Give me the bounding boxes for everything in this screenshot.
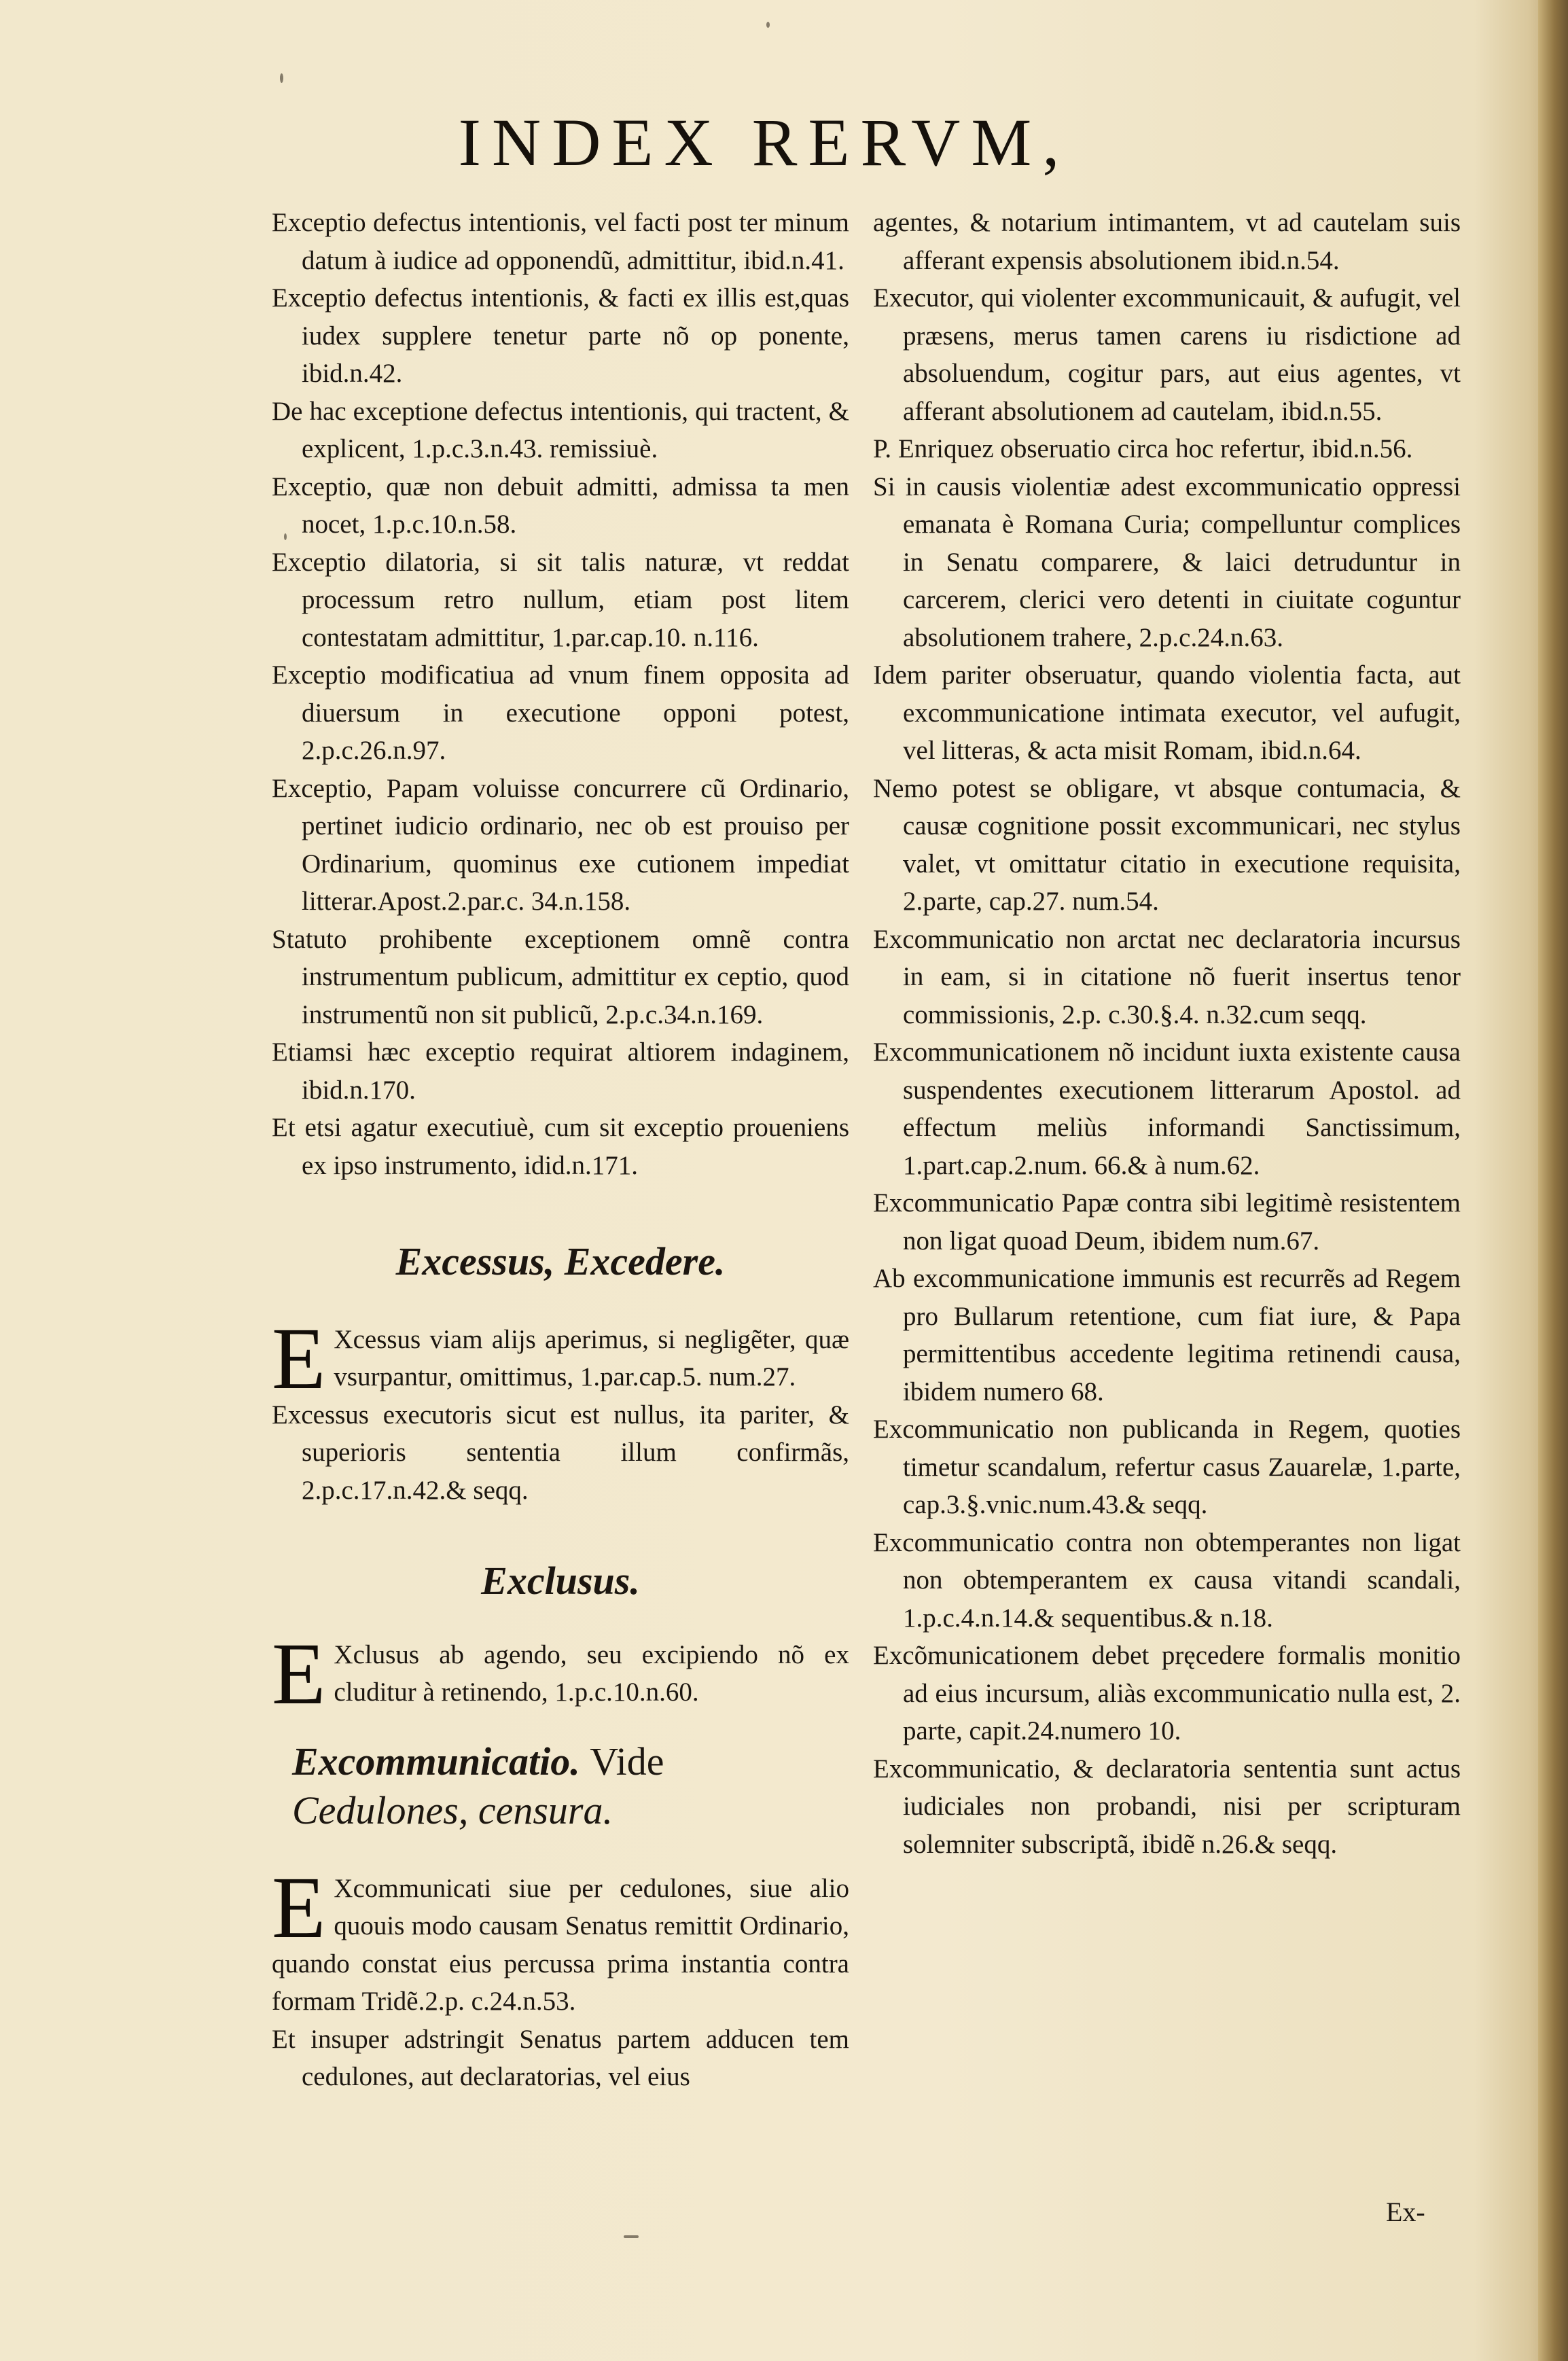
index-entry: Si in causis violentiæ adest excommunicatio oppressi emanata è Romana Curia; compelluntur complices in Senatu comparere, & laici detruduntur in carcerem, clerici vero detenti in ciuitate coguntur absolutionem trahere, 2.p.c.24.n.63. xyxy=(873,472,1461,652)
index-entry: Et insuper adstringit Senatus partem adducen tem cedulones, aut declaratorias, vel eius xyxy=(272,2024,849,2091)
index-entry: Excommunicatio, & declaratoria sententia sunt actus iudiciales non probandi, nisi per scripturam solemniter subscriptã, ibidẽ n.26.& seqq. xyxy=(873,1754,1461,1859)
index-entry: Ab excommunicatione immunis est recurrẽs ad Regem pro Bullarum retentione, cum fiat iure, & Papa permittentibus accedente legitima retinendi causa, ibidem numero 68. xyxy=(873,1264,1461,1406)
index-entry: Exceptio defectus intentionis, & facti ex illis est,quas iudex supplere tenetur parte nõ op ponente, ibid.n.42. xyxy=(272,283,849,388)
index-entry: Excommunicatio non arctat nec declaratoria incursus in eam, si in citatione nõ fuerit insertus tenor commissionis, 2.p. c.30.§.4. n.32.cum seqq. xyxy=(873,924,1461,1029)
index-entry: Etiamsi hæc exceptio requirat altiorem indaginem, ibid.n.170. xyxy=(272,1037,849,1105)
first-entry-text: Xclusus ab agendo, seu excipiendo nõ ex cluditur à retinendo, 1.p.c.10.n.60. xyxy=(334,1639,849,1707)
index-entry: De hac exceptione defectus intentionis, qui tractent, & explicent, 1.p.c.3.n.43. remissiuè. xyxy=(272,396,849,463)
drop-cap: E xyxy=(272,1625,326,1723)
index-entry: Exceptio modificatiua ad vnum finem opposita ad diuersum in executione opponi potest, 2.p.c.26.n.97. xyxy=(272,660,849,765)
drop-cap: E xyxy=(272,1858,326,1957)
page-title: INDEX RERVM, xyxy=(458,105,1071,180)
index-entry: Idem pariter obseruatur, quando violentia facta, aut excommunicatione intimata executor, vel aufugit, vel litteras, & acta misit Romam, ibid.n.64. xyxy=(873,660,1461,765)
index-entry: agentes, & notarium intimantem, vt ad cautelam suis afferant expensis absolutionem ibid.n.54. xyxy=(873,208,1461,275)
section-first-entry xyxy=(272,1309,849,1408)
section-first-entry xyxy=(272,1625,849,1723)
book-spine-edge xyxy=(1538,0,1568,2361)
index-entry: Excommunicationem nõ incidunt iuxta existente causa suspendentes executionem litterarum Apostol. ad effectum meliùs informandi Sanctissimum, 1.part.cap.2.num. 66.& à num.62. xyxy=(873,1037,1461,1180)
ink-speck xyxy=(280,73,283,83)
right-column xyxy=(873,204,1461,1863)
ink-speck xyxy=(766,22,770,28)
ink-speck xyxy=(284,533,287,540)
section-heading-excommunicatio xyxy=(272,1737,849,1836)
cross-reference: censura. xyxy=(478,1788,613,1832)
index-entry: P. Enriquez obseruatio circa hoc refertur, ibid.n.56. xyxy=(873,434,1413,463)
index-entry: Exceptio defectus intentionis, vel facti post ter minum datum à iudice ad opponendũ, admittitur, ibid.n.41. xyxy=(272,208,849,275)
catchword: Ex- xyxy=(1386,2197,1425,2227)
index-entry: Executor, qui violenter excommunicauit, & aufugit, vel præsens, merus tamen carens iu risdictione ad absoluendum, cogitur pars, aut eius agentes, vt afferant absolutionem ad cautelam, ibid.n.55. xyxy=(873,283,1461,426)
index-entry: Excessus executoris sicut est nullus, ita pariter, & superioris sententia illum confirmãs, 2.p.c.17.n.42.& seqq. xyxy=(272,1400,849,1505)
section-heading-exclusus: Exclusus. xyxy=(481,1559,640,1603)
first-entry-text: Xcessus viam alijs aperimus, si negligẽter, quæ vsurpantur, omittimus, 1.par.cap.5. num.27. xyxy=(334,1324,849,1391)
heading-text: Excommunicatio. xyxy=(292,1739,580,1783)
vide-label: Vide xyxy=(590,1739,664,1783)
left-entries xyxy=(272,204,849,1184)
index-entry: Et etsi agatur executiuè, cum sit exceptio proueniens ex ipso instrumento, idid.n.171. xyxy=(272,1113,849,1180)
section-first-entry xyxy=(272,1858,849,2021)
section-heading-excessus: Excessus, Excedere. xyxy=(395,1239,726,1283)
index-entry: Excommunicatio contra non obtemperantes non ligat non obtemperantem ex causa vitandi scandali, 1.p.c.4.n.14.& sequentibus.& n.18. xyxy=(873,1527,1461,1633)
first-entry-text: Xcommunicati siue per cedulones, siue alio quouis modo causam Senatus remittit Ordinario, quando constat eius percussa prima instantia contra formam Tridẽ.2.p. c.24.n.53. xyxy=(272,1873,849,2016)
index-entry: Exceptio, Papam voluisse concurrere cũ Ordinario, pertinet iudicio ordinario, nec ob est prouiso per Ordinarium, quominus exe cutionem impediat litterar.Apost.2.par.c. 34.n.158. xyxy=(272,773,849,916)
index-entry: Statuto prohibente exceptionem omnẽ contra instrumentum publicum, admittitur ex ceptio, quod instrumentũ non sit publicũ, 2.p.c.34.n.169. xyxy=(272,924,849,1029)
drop-cap: E xyxy=(272,1309,326,1408)
left-column xyxy=(272,204,849,2096)
index-entry: Exceptio dilatoria, si sit talis naturæ, vt reddat processum retro nullum, etiam post litem contestatam admittitur, 1.par.cap.10. n.116. xyxy=(272,547,849,652)
index-entry: Nemo potest se obligare, vt absque contumacia, & causæ cognitione possit excommunicari, nec stylus valet, vt omittatur citatio in executione requisita, 2.parte, cap.27. num.54. xyxy=(873,773,1461,916)
ink-speck xyxy=(624,2235,639,2238)
index-entry: Excommunicatio Papæ contra sibi legitimè resistentem non ligat quoad Deum, ibidem num.67. xyxy=(873,1188,1461,1256)
cross-reference: Cedulones, xyxy=(292,1788,469,1832)
index-entry: Excõmunicationem debet pręcedere formalis monitio ad eius incursum, aliàs excommunicatio nulla est, 2. parte, capit.24.numero 10. xyxy=(873,1641,1461,1745)
index-entry: Exceptio, quæ non debuit admitti, admissa ta men nocet, 1.p.c.10.n.58. xyxy=(272,472,849,539)
index-entry: Excommunicatio non publicanda in Regem, quoties timetur scandalum, refertur casus Zauarelæ, 1.parte, cap.3.§.vnic.num.43.& seqq. xyxy=(873,1415,1461,1519)
